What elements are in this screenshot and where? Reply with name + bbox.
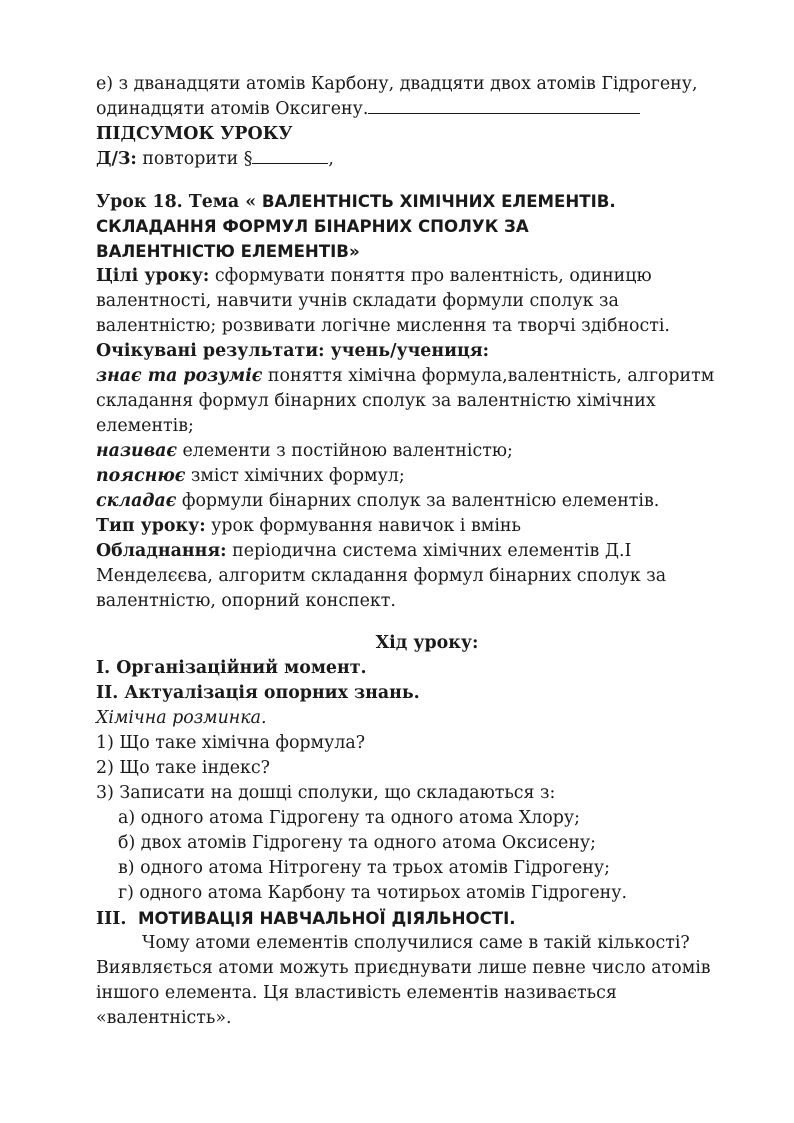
section-actualization: ІІ. Актуалізація опорних знань. [96, 683, 420, 703]
result-knows-line-2: складання формул бінарних сполук за валентністю хімічних [96, 391, 656, 411]
lesson-title-line-2: СКЛАДАННЯ ФОРМУЛ БІНАРНИХ СПОЛУК ЗА [96, 217, 529, 236]
lesson-goals: Цілі уроку: сформувати поняття про валентність, одиницю [96, 266, 652, 286]
answer-blank [368, 97, 640, 114]
lesson-equipment-line-2: Менделєєва, алгоритм складання формул бінарних сполук за [96, 566, 667, 586]
motivation-paragraph: Чому атоми елементів сполучилися саме в такій кількості? [142, 933, 690, 953]
question-3: 3) Записати на дошці сполуки, що складаються з: [96, 783, 556, 803]
lesson-goals-line-2: валентності, навчити учнів складати формули сполук за [96, 291, 619, 311]
motivation-paragraph-line-4: «валентність». [96, 1008, 232, 1028]
exercise-item-e-cont: одинадцяти атомів Оксигену. [96, 97, 776, 122]
chemical-warmup: Хімічна розминка. [96, 708, 267, 728]
page-content [96, 72, 776, 1031]
motivation-paragraph-line-3: іншого елемента. Ця властивість елементів називається [96, 983, 617, 1003]
lesson-title: Урок 18. Тема « ВАЛЕНТНІСТЬ ХІМІЧНИХ ЕЛЕМЕНТІВ. [96, 192, 616, 212]
expected-results-heading: Очікувані результати: учень/учениця: [96, 341, 490, 361]
question-1: 1) Що таке хімічна формула? [96, 733, 366, 753]
lesson-goals-line-3: валентністю; розвивати логічне мислення та творчі здібності. [96, 316, 670, 336]
result-names: називає елементи з постійною валентністю; [96, 441, 513, 461]
result-explains: пояснює зміст хімічних формул; [96, 466, 405, 486]
lesson-course-heading: Хід уроку: [375, 633, 479, 653]
motivation-paragraph-line-2: Виявляється атоми можуть приєднувати лише певне число атомів [96, 958, 711, 978]
result-knows-line-3: елементів; [96, 416, 194, 436]
exercise-item-e: е) з дванадцяти атомів Карбону, двадцяти двох атомів Гідрогену, [96, 74, 698, 94]
question-3c: в) одного атома Нітрогену та трьох атомів Гідрогену; [118, 858, 610, 878]
question-3d: г) одного атома Карбону та чотирьох атомів Гідрогену. [118, 883, 628, 903]
question-2: 2) Що таке індекс? [96, 758, 270, 778]
result-composes: складає формули бінарних сполук за валентнісю елементів. [96, 491, 660, 511]
question-3b: б) двох атомів Гідрогену та одного атома Оксисену; [118, 833, 597, 853]
question-3a: а) одного атома Гідрогену та одного атома Хлору; [118, 808, 580, 828]
section-organizational: І. Організаційний момент. [96, 658, 367, 678]
lesson-summary-heading: ПІДСУМОК УРОКУ [96, 124, 293, 144]
section-motivation: ІІІ. МОТИВАЦІЯ НАВЧАЛЬНОЇ ДІЯЛЬНОСТІ. [96, 909, 516, 929]
lesson-title-line-3: ВАЛЕНТНІСТЮ ЕЛЕМЕНТІВ» [96, 242, 360, 261]
lesson-equipment: Обладнання: періодична система хімічних елементів Д.І [96, 541, 632, 561]
result-knows: знає та розуміє поняття хімічна формула,валентність, алгоритм [96, 366, 715, 386]
lesson-type: Тип уроку: урок формування навичок і вмінь [96, 516, 521, 536]
paragraph-blank [252, 147, 328, 164]
lesson-equipment-line-3: валентністю, опорний конспект. [96, 591, 396, 611]
homework-line: Д/З: повторити § , [96, 149, 334, 169]
